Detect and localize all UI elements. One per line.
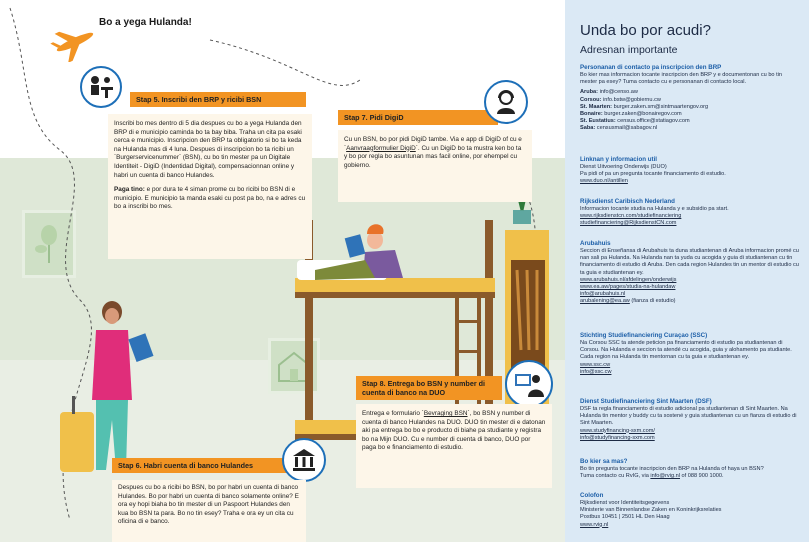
section-line: Rijksdienst voor Identiteitsgegevens (580, 500, 670, 506)
email-link[interactable]: censusmail@sabagov.nl (595, 125, 658, 132)
arubalening-note: (fianza di estudio) (629, 298, 676, 305)
section-heading: Stichting Studiefinanciering Curaçao (SSC) (580, 332, 708, 339)
section-heading: Linknan y informacion util (580, 156, 658, 163)
email-link[interactable]: burger.zaken.sm@sintmaartengov.org (612, 103, 709, 110)
contact-row-st-maarten: St. Maarten: burger.zaken.sm@sintmaartengov.org (580, 103, 709, 110)
step8-text (362, 410, 546, 453)
contacts-subtitle: Adresnan importante (580, 44, 678, 56)
step5-tip (114, 186, 306, 212)
email-link[interactable]: info.bstw@gobiernu.cw (601, 96, 661, 103)
contact-row-saba: Saba: censusmail@sabagov.nl (580, 125, 658, 132)
section-ssc (580, 332, 800, 376)
section-arubahuis (580, 240, 800, 306)
section-colofon (580, 492, 800, 529)
section-line: Pa pidi of pa un pregunta tocante financiamento di estudio. (580, 171, 726, 178)
dsf-email-link[interactable]: info@studyfinancing-sxm.com (580, 434, 655, 441)
section-heading: Rijksdienst Caribisch Nederland (580, 198, 675, 205)
email-link[interactable]: burger.zaken@bonairegov.com (602, 111, 682, 118)
section-dsf (580, 398, 800, 442)
ea-link[interactable]: www.ea.aw/pages/studia-na-hulandaw (580, 284, 676, 291)
step8-card (356, 404, 552, 488)
email-link[interactable]: info@censo.aw (598, 89, 638, 96)
rvig-contact-text: Tuma contacto cu RvIG, via (580, 473, 651, 480)
rvig-phone-text: of 088 900 1000. (680, 473, 724, 480)
rvig-email-link[interactable]: info@rvig.nl (650, 473, 680, 480)
step5-tag: Stap 5. Inscribi den BRP y ricibi BSN (130, 92, 306, 107)
section-line: Dienst Uitvoering Onderwijs (DUO) (580, 164, 667, 170)
section-text: DSF ta regla financiamento di estudio adicional pa studiantenan di Sint Maarten. Na Hulanda tin mentor y buddy cu ta sostené y guia studiantenan cu un fianza di estudio di Sint Maarten. (580, 406, 797, 427)
step6-card (112, 480, 306, 542)
section-heading: Colofon (580, 492, 604, 499)
section-line: Postbus 10451 | 2501 HL Den Haag (580, 514, 670, 521)
bevraging-bsn-link[interactable]: Bevraging BSN (423, 410, 468, 417)
step8-tag: Stap 8. Entrega bo BSN y number di cuenta di banco na DUO (356, 376, 502, 400)
arubahuis-email-link[interactable]: info@arubahuis.nl (580, 291, 626, 298)
contact-row-st-eustatius: St. Eustatius: census.office@statiagov.com (580, 118, 690, 125)
bank-icon (282, 438, 326, 482)
section-text: Na Corsou SSC ta atende peticion pa financiamento di estudio pa studiantenan di Corsou. Na Hulanda e seccion ta atendé cu acogida, guia y alohamento pa studiante. Cada region na Hulanda tin mentornan cu ta guia e studiantenan ey. (580, 340, 792, 361)
rvig-link[interactable]: www.rvig.nl (580, 521, 609, 528)
section-intro: Bo kier mas informacion tocante inscripcion den BRP y e documentonan cu bo tin mester pa esey? Tuma contacto cu e personanan di contacto local. (580, 72, 783, 86)
ssc-email-link[interactable]: info@ssc.cw (580, 368, 612, 375)
duo-link[interactable]: www.duo.nl/antillen (580, 178, 628, 185)
step5-tip-text: e por dura te 4 siman prome cu bo ricibi bo BSN di e municipio. E municipio ta manda esaki cu post pa bo, na e adres cu bo a inscribi bo mes. (114, 186, 306, 211)
section-heading: Arubahuis (580, 240, 611, 247)
contact-row-aruba: Aruba: info@censo.aw (580, 89, 638, 96)
section-heading: Bo kier sa mas? (580, 458, 628, 465)
step5-tip-label: Paga tino: (114, 186, 145, 194)
rvig-contact-line (580, 473, 800, 480)
rcn-link[interactable]: www.rijksdienstcn.com/studiefinanciering (580, 213, 682, 220)
section-useful-links (580, 156, 800, 186)
contacts-title: Unda bo por acudi? (580, 22, 711, 39)
step5-card (108, 114, 312, 259)
dsf-link[interactable]: www.studyfinancing-sxm.com/ (580, 427, 655, 434)
step6-tag: Stap 6. Habri cuenta di banco Hulandes (112, 458, 290, 473)
section-line: Informacion tocante studia na Hulanda y e subsidio pa start. (580, 206, 729, 212)
section-text: Seccion di Enseñansa di Arubahuis ta duna studiantenan di Aruba informacion promé cu nan sali pa Hulanda. Na Hulanda nan ta yuda cu acogida y guia di studiantenan cu tin financiamento di estudio di Aruba. Den cada region Hulandes tin un mentor di estudio cu ta guia e studiantenan ey. (580, 248, 799, 276)
headset-person-icon (484, 80, 528, 124)
section-brp-contacts (580, 64, 800, 133)
step7-tag: Stap 7. Pidi DigiD (338, 110, 498, 125)
step7-text-b: `. Cu un DigiD bo ta mustra ken bo ta y bo por regla bo asuntunan mas facil online, por ehempel cu gobierno. (344, 144, 522, 169)
contact-row-bonaire: Bonaire: burger.zaken@bonairegov.com (580, 111, 682, 118)
step7-text-a: Cu un BSN, bo por pidi DigiD tambe. Via e app di DigiD of cu e ` (344, 136, 522, 152)
contact-row-corsou: Corsou: info.bstw@gobiernu.cw (580, 96, 661, 103)
desk-person-icon (80, 66, 122, 108)
ssc-link[interactable]: www.ssc.cw (580, 361, 611, 368)
step6-text: Despues cu bo a ricibi bo BSN, bo por habri un cuenta di banco Hulandes. Bo por habri un cuenta di banco solamente online? E ora ey hopi biaha bo tin mester di un Paspoort Hulandes den kua bo BSN ta para. Bo no tin esey? Traha e ora ey un cita cu oficina di e banco. (118, 484, 299, 526)
arubahuis-link[interactable]: www.arubahuis.nl/afdelingen/onderwijs (580, 276, 677, 283)
section-rijksdienst-cn (580, 198, 800, 228)
step7-card (338, 130, 532, 202)
page-title: Bo a yega Hulanda! (99, 17, 192, 28)
arubalening-line (580, 298, 800, 305)
computer-person-icon (505, 360, 553, 408)
section-more-info (580, 458, 800, 480)
section-line: Ministerie van Binnenlandse Zaken en Koninkrijksrelaties (580, 507, 722, 514)
section-line: Bo tin pregunta tocante inscripcion den BRP na Hulanda of haya un BSN? (580, 466, 764, 472)
airplane-icon (50, 22, 100, 67)
digid-form-link[interactable]: Aanvraagformulier DigiD (346, 144, 416, 152)
rcn-email-link[interactable]: studiefinanciering@RijksdienstCN.com (580, 220, 677, 227)
step8-text-b: `, bo BSN y number di cuenta di banco Hulandes na DUO. DUO tin mester di e datonan aki pa entrega bo bo e producto di biahe pa studiante y registra bo na Mijn DUO. Cu e number di cuenta di banco, DUO por paga bo e financiamento di estudio. (362, 410, 546, 452)
step8-text-a: Entrega e formulario ` (362, 410, 424, 417)
section-heading: Personanan di contacto pa inscripcion den BRP (580, 64, 722, 71)
arubalening-email-link[interactable]: arubalening@ea.aw (580, 298, 630, 305)
section-heading: Dienst Studiefinanciering Sint Maarten (DSF) (580, 398, 712, 405)
step5-text: Inscribi bo mes dentro di 5 dia despues cu bo a yega Hulanda den BRP di e municipio caminda bo ta bay biba. Traha un cita pa esaki cerca e municipio. Inscripcion den BRP ta obligatorio si bo ta keda na Hulanda mas di 4 luna. Despues di inscripcion bo ta ricibi un `Burgerservicenummer` (BSN), cu bo tin mester pa un Digitale Identiteit - DigiD (Indentidad Digital), compensacionnan online y habri un cuenta di banco Hulandes. (114, 120, 302, 179)
email-link[interactable]: census.office@statiagov.com (615, 118, 690, 125)
step7-text (344, 136, 526, 170)
